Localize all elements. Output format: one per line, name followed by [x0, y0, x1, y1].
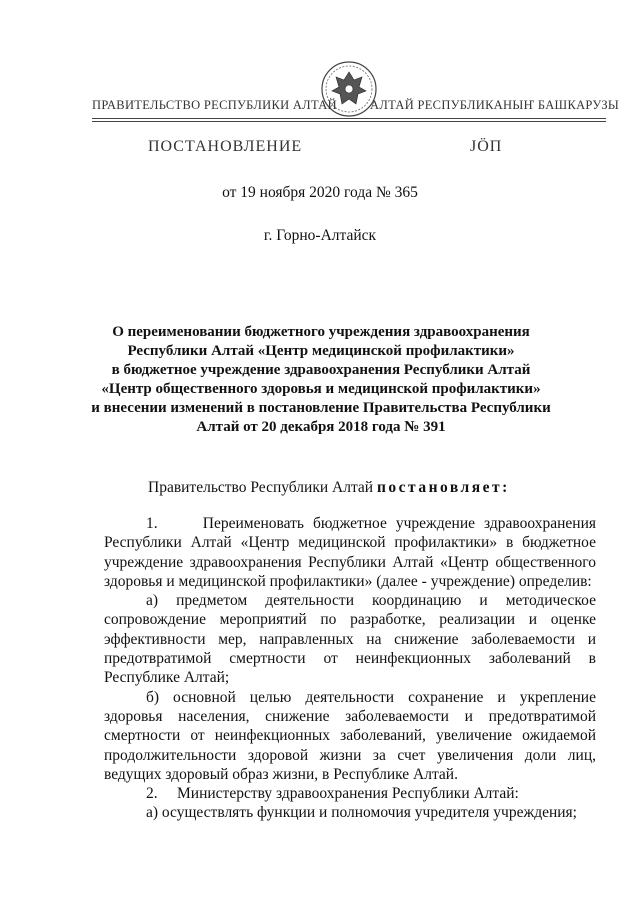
header-divider: [92, 118, 606, 119]
paragraph-item-1: 1. Переименовать бюджетное учреждение здравоохранения Республики Алтай «Центр медицинской профилактики» в бюджетное учреждение здравоохранения Республики Алтай «Центр общественного здоровья и медицинской профилактики» (далее - учреждение) определив:: [104, 515, 596, 590]
paragraph-item-1b: б) основной целью деятельности сохранение и укрепление здоровья населения, снижение заболеваемости и предотвратимой смертности от неинфекционных заболеваний, увеличение ожидаемой продолжительности здоровой жизни за счет увеличения доли лиц, ведущих здоровый образ жизни, в Республике Алтай.: [104, 688, 596, 783]
title-line: и внесении изменений в постановление Правительства Республики: [91, 400, 551, 416]
title-line: Республики Алтай «Центр медицинской профилактики»: [127, 343, 515, 359]
paragraph-item-2a: а) осуществлять функции и полномочия учредителя учреждения;: [146, 804, 577, 822]
preamble: [148, 479, 510, 497]
preamble-text: Правительство Республики Алтай: [148, 479, 377, 496]
title-line: «Центр общественного здоровья и медицинской профилактики»: [101, 381, 541, 397]
doc-type-ru: ПОСТАНОВЛЕНИЕ: [148, 138, 303, 155]
document-date-number: от 19 ноября 2020 года № 365: [222, 184, 418, 201]
title-line: О переименовании бюджетного учреждения здравоохранения: [112, 324, 530, 340]
paragraph-item-2: 2. Министерству здравоохранения Республики Алтай:: [146, 785, 519, 803]
header-divider-second: [92, 121, 606, 122]
government-name-ru: ПРАВИТЕЛЬСТВО РЕСПУБЛИКИ АЛТАЙ: [92, 98, 337, 112]
title-line: в бюджетное учреждение здравоохранения Республики Алтай: [111, 362, 531, 378]
document-title: [86, 323, 556, 437]
government-name-alt: АЛТАЙ РЕСПУБЛИКАНЫҤ БАШКАРУЗЫ: [370, 98, 620, 112]
title-line: Алтай от 20 декабря 2018 года № 391: [196, 419, 446, 435]
doc-type-alt: JÖП: [470, 138, 503, 155]
paragraph-item-1a: а) предметом деятельности координацию и методическое сопровождение мероприятий по разработке, реализации и оценке эффективности мер, направленных на снижение заболеваемости и предотвратимой смертности от неинфекционных заболеваний в Республике Алтай;: [104, 592, 596, 687]
preamble-decree-word: постановляет:: [376, 479, 510, 496]
document-body: [104, 514, 596, 823]
document-city: г. Горно-Алтайск: [263, 227, 377, 244]
